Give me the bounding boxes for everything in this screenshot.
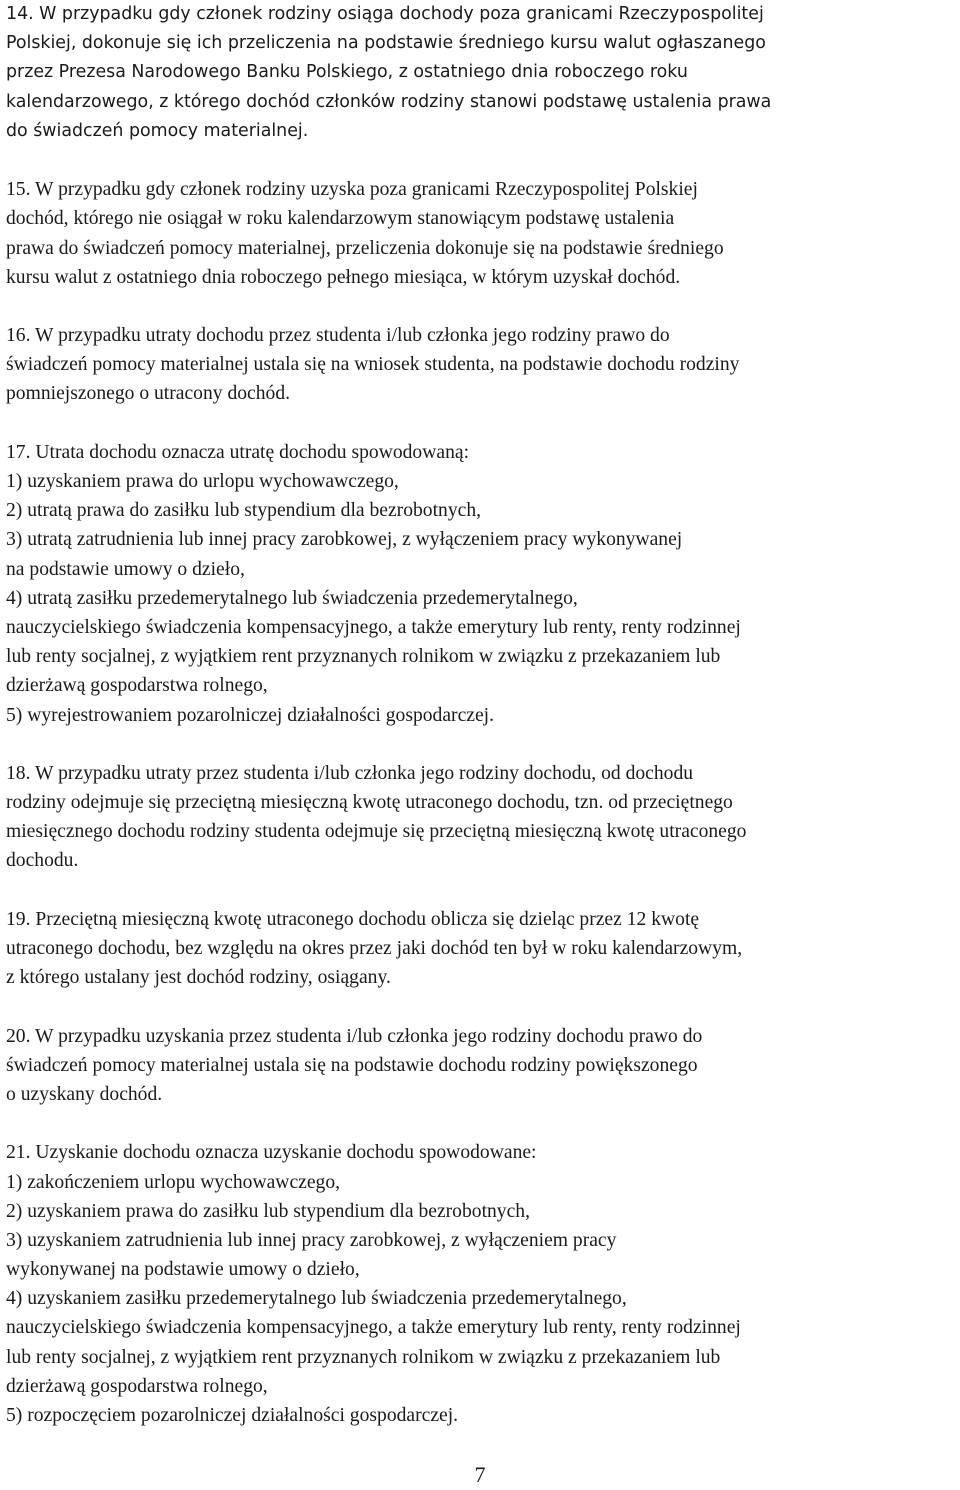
text-line: dzierżawą gospodarstwa rolnego, [6, 1375, 268, 1397]
text-line: 15. W przypadku gdy członek rodziny uzyska poza granicami Rzeczypospolitej Polskiej [6, 179, 698, 201]
text-line: pomniejszonego o utracony dochód. [6, 383, 291, 405]
text-line: 2) uzyskaniem prawa do zasiłku lub stypendium dla bezrobotnych, [6, 1200, 530, 1222]
text-line: nauczycielskiego świadczenia kompensacyjnego, a także emerytury lub renty, renty rodzinnej [6, 1317, 741, 1339]
text-line: 20. W przypadku uzyskania przez studenta i/lub członka jego rodziny dochodu prawo do [6, 1025, 703, 1047]
text-line: 5) wyrejestrowaniem pozarolniczej działalności gospodarczej. [6, 704, 495, 726]
text-line: 17. Utrata dochodu oznacza utratę dochodu spowodowaną: [6, 441, 470, 463]
document-body [6, 0, 958, 1430]
text-line: 5) rozpoczęciem pozarolniczej działalności gospodarczej. [6, 1405, 459, 1426]
text-line: prawa do świadczeń pomocy materialnej, przeliczenia dokonuje się na podstawie średniego [6, 237, 724, 259]
text-line: dochód, którego nie osiągał w roku kalendarzowym stanowiącym podstawę ustalenia [6, 208, 675, 230]
paragraph-gap [6, 876, 958, 905]
text-line: 2) utratą prawa do zasiłku lub stypendium dla bezrobotnych, [6, 500, 482, 522]
paragraph-gap [6, 992, 958, 1021]
text-line: wykonywanej na podstawie umowy o dzieło, [6, 1259, 360, 1281]
text-line: na podstawie umowy o dzieło, [6, 558, 245, 580]
text-line: 3) utratą zatrudnienia lub innej pracy zarobkowej, z wyłączeniem pracy wykonywanej [6, 529, 683, 551]
text-line: o uzyskany dochód. [6, 1083, 163, 1105]
text-line: 14. W przypadku gdy członek rodziny osiąga dochody poza granicami Rzeczypospolitej [6, 4, 764, 24]
paragraph-gap [6, 409, 958, 438]
text-line: 4) utratą zasiłku przedemerytalnego lub świadczenia przedemerytalnego, [6, 587, 578, 609]
text-line: 1) zakończeniem urlopu wychowawczego, [6, 1171, 341, 1193]
text-line: lub renty socjalnej, z wyjątkiem rent przyznanych rolnikom w związku z przekazaniem lub [6, 646, 721, 668]
text-line: przez Prezesa Narodowego Banku Polskiego, z ostatniego dnia roboczego roku [6, 62, 688, 83]
paragraph-gap [6, 730, 958, 759]
text-line: miesięcznego dochodu rodziny studenta odejmuje się przeciętną miesięczną kwotę utraconego [6, 821, 747, 843]
text-line: 19. Przeciętną miesięczną kwotę utraconego dochodu oblicza się dzieląc przez 12 kwotę [6, 908, 700, 930]
text-line: kursu walut z ostatniego dnia roboczego pełnego miesiąca, w którym uzyskał dochód. [6, 266, 681, 288]
text-line: 21. Uzyskanie dochodu oznacza uzyskanie dochodu spowodowane: [6, 1142, 537, 1164]
text-line: 4) uzyskaniem zasiłku przedemerytalnego lub świadczenia przedemerytalnego, [6, 1288, 627, 1310]
text-line: 18. W przypadku utraty przez studenta i/lub członka jego rodziny dochodu, od dochodu [6, 762, 694, 784]
text-line: utraconego dochodu, bez względu na okres przez jaki dochód ten był w roku kalendarzowym, [6, 938, 743, 959]
paragraph-gap [6, 292, 958, 321]
text-line: rodziny odejmuje się przeciętną miesięczną kwotę utraconego dochodu, tzn. od przeciętnego [6, 792, 733, 814]
text-line: kalendarzowego, z którego dochód członków rodziny stanowi podstawę ustalenia prawa [6, 91, 772, 112]
text-line: 3) uzyskaniem zatrudnienia lub innej pracy zarobkowej, z wyłączeniem pracy [6, 1229, 617, 1251]
text-line: Polskiej, dokonuje się ich przeliczenia na podstawie średniego kursu walut ogłaszanego [6, 33, 766, 54]
text-line: świadczeń pomocy materialnej ustala się na wniosek studenta, na podstawie dochodu rodziny [6, 354, 740, 376]
paragraph-gap [6, 1109, 958, 1138]
paragraph-gap [6, 146, 958, 175]
text-line: świadczeń pomocy materialnej ustala się na podstawie dochodu rodziny powiększonego [6, 1054, 698, 1076]
text-line: z którego ustalany jest dochód rodziny, osiągany. [6, 967, 391, 989]
text-line: nauczycielskiego świadczenia kompensacyjnego, a także emerytury lub renty, renty rodzinnej [6, 616, 741, 638]
page-number: 7 [474, 1462, 486, 1487]
text-line: dochodu. [6, 850, 79, 872]
text-line: do świadczeń pomocy materialnej. [6, 120, 309, 141]
text-line: 16. W przypadku utraty dochodu przez studenta i/lub członka jego rodziny prawo do [6, 325, 670, 347]
text-line: lub renty socjalnej, z wyjątkiem rent przyznanych rolnikom w związku z przekazaniem lub [6, 1346, 721, 1368]
text-line: dzierżawą gospodarstwa rolnego, [6, 675, 268, 697]
document-page [6, 0, 958, 1430]
text-line: 1) uzyskaniem prawa do urlopu wychowawczego, [6, 471, 399, 492]
